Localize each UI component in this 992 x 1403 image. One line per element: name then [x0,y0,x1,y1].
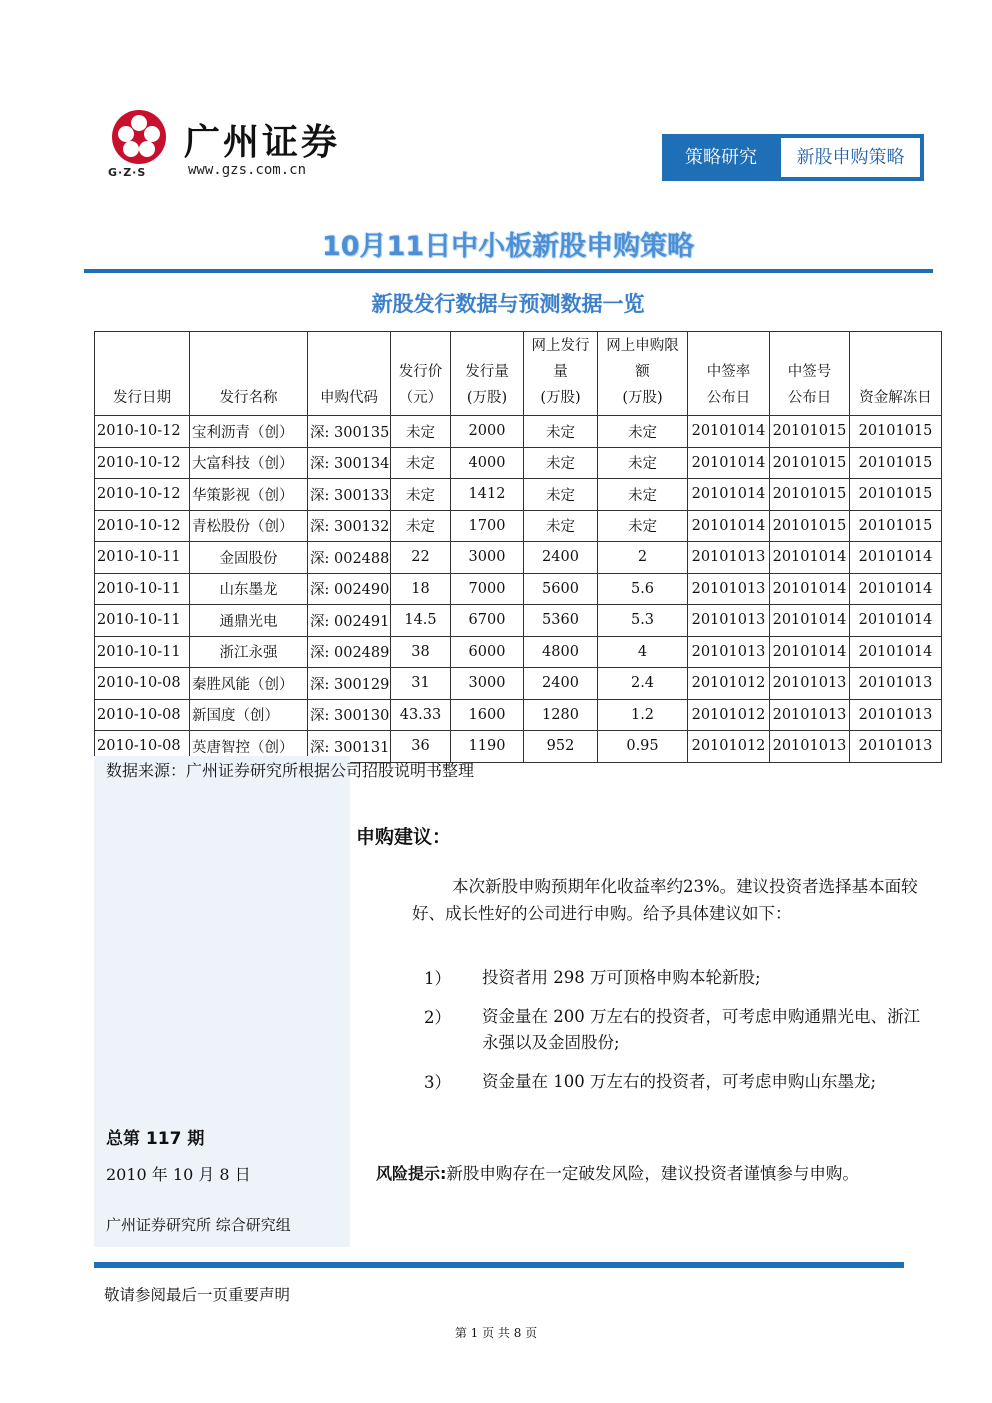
table-body [95,416,942,763]
table-cell: 20101014 [850,605,942,637]
table-cell: 1412 [451,479,524,511]
risk-warning [376,1160,922,1187]
column-header-line: (万股) [622,390,663,406]
table-cell: 20101013 [770,699,850,731]
table-cell: 深: 300134 [308,447,391,479]
column-header-line: 网上发行 [531,338,590,354]
table-cell: 深: 300130 [308,699,391,731]
table-cell: 2010-10-12 [95,416,190,448]
table-cell: 3000 [451,542,524,574]
column-header-line: 公布日 [787,390,832,406]
brand-name: 广州证券 [184,122,341,163]
table-row [95,699,942,731]
table-row [95,479,942,511]
table-cell: 青松股份（创） [190,510,308,542]
table-cell: 浙江永强 [190,636,308,668]
table-row [95,668,942,700]
table-cell: 未定 [391,510,451,542]
table-cell: 未定 [598,510,688,542]
table-cell: 4 [598,636,688,668]
advice-item-number: 1） [424,969,451,988]
footer-divider [94,1262,904,1268]
table-cell: 38 [391,636,451,668]
table-cell: 20101014 [770,636,850,668]
column-header-line: (万股) [466,390,508,406]
table-cell: 未定 [524,479,598,511]
table-cell: 1190 [451,731,524,763]
table-cell: 2010-10-11 [95,636,190,668]
table-cell: 14.5 [391,605,451,637]
table-cell: 952 [524,731,598,763]
table-cell: 深: 300131 [308,731,391,763]
table-cell: 深: 300129 [308,668,391,700]
table-cell: 5360 [524,605,598,637]
table-cell: 大富科技（创） [190,447,308,479]
table-cell: 31 [391,668,451,700]
table-cell: 20101014 [850,542,942,574]
table-cell: 2010-10-12 [95,447,190,479]
column-header [451,332,524,416]
table-cell: 深: 300133 [308,479,391,511]
table-cell: 20101014 [688,479,770,511]
table-cell: 1.2 [598,699,688,731]
table-cell: 20101015 [770,416,850,448]
column-header-line: 网上申购限 [606,338,679,354]
advice-item: 资金量在 100 万左右的投资者，可考虑申购山东墨龙; [482,1072,877,1091]
category-tag: 策略研究 [685,147,757,168]
table-cell: 未定 [391,416,451,448]
source-note: 数据来源：广州证券研究所根据公司招股说明书整理 [106,761,475,780]
page-number: 第 1 页 共 8 页 [454,1326,538,1340]
company-logo-icon [106,108,172,166]
risk-label: 风险提示: [376,1164,447,1183]
table-cell: 20101013 [688,636,770,668]
column-header-line: 中签号 [787,364,832,380]
column-header-line: 发行日期 [113,390,171,406]
issue-date: 2010 年 10 月 8 日 [106,1165,251,1184]
table-cell: 金固股份 [190,542,308,574]
table-cell: 1280 [524,699,598,731]
table-cell: 20101014 [770,542,850,574]
table-cell: 2.4 [598,668,688,700]
table-cell: 未定 [598,479,688,511]
issue-department: 广州证券研究所 综合研究组 [106,1216,291,1234]
table-row [95,636,942,668]
subcategory-tag: 新股申购策略 [781,138,920,177]
table-cell: 3000 [451,668,524,700]
table-cell: 未定 [524,447,598,479]
column-header-line: （元） [398,390,443,406]
table-cell: 深: 300135 [308,416,391,448]
table-row [95,416,942,448]
table-cell: 2400 [524,668,598,700]
table-cell: 未定 [391,447,451,479]
table-cell: 2010-10-08 [95,699,190,731]
column-header [688,332,770,416]
table-cell: 深: 002488 [308,542,391,574]
table-cell: 20101013 [688,542,770,574]
column-header-line: 中签率 [706,364,751,380]
table-cell: 2010-10-11 [95,605,190,637]
table-row [95,573,942,605]
table-cell: 宝利沥青（创） [190,416,308,448]
table-cell: 通鼎光电 [190,605,308,637]
table-cell: 5.3 [598,605,688,637]
table-cell: 36 [391,731,451,763]
table-cell: 20101014 [850,636,942,668]
table-cell: 20101014 [688,510,770,542]
table-cell: 未定 [391,479,451,511]
column-header [850,332,942,416]
column-header [524,332,598,416]
table-cell: 英唐智控（创） [190,731,308,763]
table-cell: 4000 [451,447,524,479]
table-cell: 20101015 [850,447,942,479]
table-cell: 20101014 [770,573,850,605]
table-cell: 20101013 [850,699,942,731]
table-row [95,447,942,479]
column-header-line: 公布日 [706,390,751,406]
advice-item-number: 2） [424,1008,451,1027]
table-cell: 4800 [524,636,598,668]
advice-item: 投资者用 298 万可顶格申购本轮新股; [482,968,761,987]
brand-abbr: G·Z·S [108,166,147,179]
column-header [598,332,688,416]
column-header-line: 量 [553,364,568,380]
column-header-line: 发行量 [465,364,509,380]
table-cell: 未定 [524,416,598,448]
table-cell: 深: 002491 [308,605,391,637]
advice-heading: 申购建议： [356,826,452,848]
table-cell: 20101013 [688,605,770,637]
table-cell: 20101015 [770,479,850,511]
table-cell: 未定 [524,510,598,542]
table-cell: 20101013 [850,668,942,700]
title-divider [84,269,933,273]
table-cell: 20101013 [770,731,850,763]
table-cell: 18 [391,573,451,605]
table-cell: 深: 002490 [308,573,391,605]
table-cell: 2010-10-11 [95,542,190,574]
table-cell: 1700 [451,510,524,542]
table-cell: 2010-10-08 [95,731,190,763]
table-cell: 20101014 [850,573,942,605]
table-cell: 华策影视（创） [190,479,308,511]
table-cell: 20101012 [688,699,770,731]
advice-item-number: 3） [424,1073,451,1092]
ipo-data-table [94,331,942,763]
table-cell: 20101015 [850,416,942,448]
advice-intro: 本次新股申购预期年化收益率约23%。建议投资者选择基本面较好、成长性好的公司进行申购。给予具体建议如下： [412,877,918,923]
table-cell: 7000 [451,573,524,605]
table-cell: 43.33 [391,699,451,731]
table-cell: 2400 [524,542,598,574]
issue-number: 总第 117 期 [106,1129,205,1149]
table-cell: 深: 300132 [308,510,391,542]
column-header [308,332,391,416]
table-cell: 20101013 [770,668,850,700]
table-cell: 1600 [451,699,524,731]
table-cell: 20101014 [688,416,770,448]
column-header-line: 申购代码 [320,390,378,406]
table-title: 新股发行数据与预测数据一览 [371,291,645,316]
table-cell: 2000 [451,416,524,448]
document-title: 10月11日中小板新股申购策略 [321,231,695,262]
table-cell: 秦胜风能（创） [190,668,308,700]
column-header [190,332,308,416]
table-cell: 2 [598,542,688,574]
table-cell: 未定 [598,416,688,448]
column-header-line: (万股) [540,390,581,406]
table-cell: 20101012 [688,668,770,700]
table-cell: 山东墨龙 [190,573,308,605]
table-cell: 新国度（创） [190,699,308,731]
column-header-line: 发行价 [398,364,443,380]
table-cell: 深: 002489 [308,636,391,668]
table-header [95,332,942,416]
table-cell: 22 [391,542,451,574]
table-row [95,605,942,637]
table-cell: 2010-10-08 [95,668,190,700]
table-row [95,510,942,542]
column-header-line: 资金解冻日 [859,390,932,406]
brand-website: www.gzs.com.cn [188,162,307,178]
column-header-line: 额 [635,364,650,380]
table-cell: 20101013 [688,573,770,605]
table-cell: 20101015 [850,510,942,542]
table-cell: 6700 [451,605,524,637]
table-row [95,542,942,574]
table-cell: 5600 [524,573,598,605]
table-cell: 20101015 [850,479,942,511]
table-cell: 5.6 [598,573,688,605]
table-cell: 6000 [451,636,524,668]
column-header [770,332,850,416]
table-cell: 20101013 [850,731,942,763]
table-cell: 20101014 [688,447,770,479]
table-cell: 20101015 [770,510,850,542]
risk-text: 新股申购存在一定破发风险，建议投资者谨慎参与申购。 [446,1164,859,1183]
table-cell: 20101015 [770,447,850,479]
table-cell: 2010-10-12 [95,479,190,511]
table-cell: 2010-10-12 [95,510,190,542]
advice-item: 资金量在 200 万左右的投资者，可考虑申购通鼎光电、浙江永强以及金固股份; [482,1007,920,1052]
table-cell: 2010-10-11 [95,573,190,605]
table-cell: 0.95 [598,731,688,763]
column-header-line: 发行名称 [219,390,278,406]
header-row [95,332,942,416]
table-cell: 20101014 [770,605,850,637]
table-cell: 20101012 [688,731,770,763]
column-header [95,332,190,416]
column-header [391,332,451,416]
disclaimer-note: 敬请参阅最后一页重要声明 [104,1286,291,1304]
table-cell: 未定 [598,447,688,479]
